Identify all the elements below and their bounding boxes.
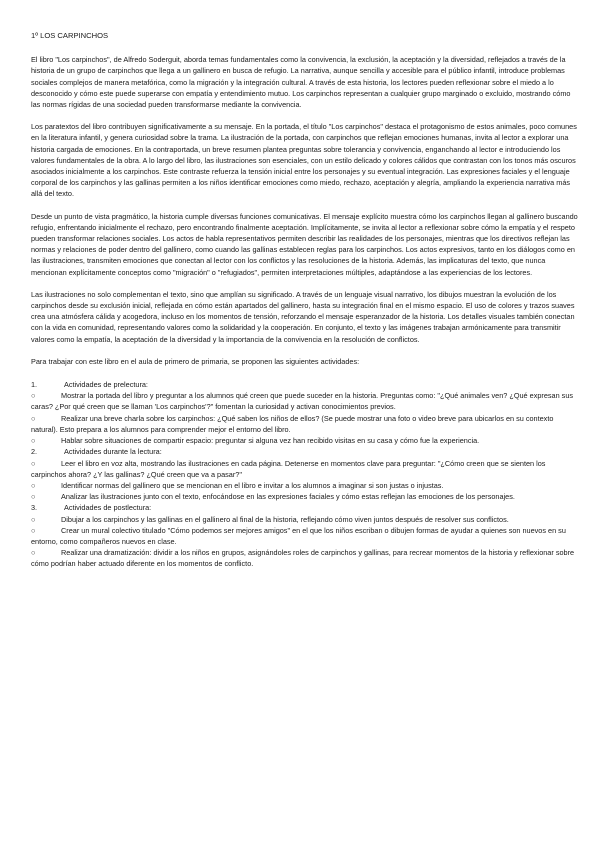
document-page: [31, 30, 581, 570]
section-number: 1.: [31, 380, 38, 390]
list-item-text: Hablar sobre situaciones de compartir espacio: preguntar si alguna vez han recibido visitas en su casa y cómo fue la experiencia.: [61, 436, 480, 446]
bullet-circle-icon: ○: [31, 525, 36, 535]
list-item-text: Realizar una breve charla sobre los carpinchos: ¿Qué saben los niños de ellos? (Se puede mostrar una foto o video breve para ubicarlos en su contexto natural). Esto prepara a los alumnos para comprender mejor el entorno del libro.: [31, 413, 554, 434]
list-item-text: Leer el libro en voz alta, mostrando las ilustraciones en cada página. Detenerse en momentos clave para preguntar: "¿Cómo creen que se sienten los carpinchos ahora? ¿Y las gallinas? ¿Qué creen que va a pasar?": [31, 458, 546, 479]
list-item-text: Identificar normas del gallinero que se mencionan en el libro e invitar a los alumnos a imaginar si son justas o injustas.: [61, 480, 444, 490]
bullet-circle-icon: ○: [31, 548, 36, 558]
list-item-text: Mostrar la portada del libro y preguntar a los alumnos qué creen que puede suceder en la historia. Preguntas como: "¿Qué animales ven? ¿Qué expresan sus caras? ¿Por qué creen que se llaman 'Los carpinchos'?" fomentan la curiosidad y activan conocimientos previos.: [31, 391, 574, 412]
section-heading: [31, 502, 581, 513]
list-item-text: Dibujar a los carpinchos y las gallinas en el gallinero al final de la historia, reflejando cómo viven juntos después de resolver sus conflictos.: [61, 514, 509, 524]
activities-intro: Para trabajar con este libro en el aula de primero de primaria, se proponen las siguientes actividades:: [31, 356, 360, 366]
bullet-circle-icon: ○: [31, 492, 36, 502]
paragraph-themes: El libro "Los carpinchos", de Alfredo Soderguit, aborda temas fundamentales como la convivencia, la exclusión, la aceptación y la diversidad, reflejados a través de la historia de un grupo de carpinchos que llega a un gallinero en busca de refugio. La narrativa, aunque sencilla y accesible para el público infantil, introduce problemas sociales complejos de manera metafórica, como la migración y la integración cultural. A través de esta historia, los lectores pueden reflexionar sobre el miedo a lo desconocido y cómo este puede superarse con empatía y entendimiento mutuo. Los carpinchos representan a cualquier grupo marginado o excluido, mostrando cómo las normas rígidas de una sociedad pueden transformarse mediante la convivencia.: [31, 55, 571, 110]
bullet-circle-icon: ○: [31, 436, 36, 446]
list-item: [31, 435, 581, 446]
paragraph-paratexts: Los paratextos del libro contribuyen significativamente a su mensaje. En la portada, el título "Los carpinchos" destaca el protagonismo de estos animales, poco comunes en la literatura infantil, y genera curiosidad sobre la trama. La ilustración de la portada, con carpinchos que reflejan emociones humanas, invita al lector a explorar una historia cargada de emociones. En la contraportada, un breve resumen plantea preguntas sobre tolerancia y convivencia, enganchando al lector e introduciendo los valores fundamentales de la obra. A lo largo del libro, las ilustraciones son esenciales, con un estilo delicado y colores cálidos que contrastan con los tonos más oscuros asociados inicialmente a los carpinchos. Este contraste refuerza la tensión inicial entre los personajes y su eventual integración. Las expresiones faciales y el lenguaje corporal de los carpinchos y las gallinas permiten a los niños identificar emociones como miedo, rechazo, aceptación y alegría, ampliando la experiencia narrativa más allá del texto.: [31, 122, 577, 199]
paragraph-illustrations: Las ilustraciones no solo complementan el texto, sino que amplían su significado. A través de un lenguaje visual narrativo, los dibujos muestran la evolución de los carpinchos desde su exclusión inicial, reflejada en cómo están apartados del gallinero, hasta su integración final en el mismo espacio. El uso de colores y trazos suaves crea una atmósfera cálida y acogedora, incluso en los momentos de tensión, reforzando el mensaje esperanzador de la historia. Los detalles visuales también conectan con la vida en comunidad, representando valores como la solidaridad y la cooperación. En conjunto, el texto y las imágenes trabajan armónicamente para transmitir valores como la empatía, la aceptación de la diversidad y la importancia de la convivencia en la resolución de conflictos.: [31, 289, 575, 344]
list-item-text: Realizar una dramatización: dividir a los niños en grupos, asignándoles roles de carpinchos y gallinas, para recrear momentos de la historia y reflexionar sobre cómo podrían haber actuado diferente en los momentos de conflicto.: [31, 548, 575, 569]
list-item: [31, 413, 581, 435]
list-item: [31, 458, 581, 480]
section-heading: [31, 446, 581, 457]
bullet-circle-icon: ○: [31, 458, 36, 468]
list-item: [31, 480, 581, 491]
paragraph-pragmatics: Desde un punto de vista pragmático, la historia cumple diversas funciones comunicativas. El mensaje explícito muestra cómo los carpinchos llegan al gallinero buscando refugio, enfrentando inicialmente el rechazo, pero encontrando finalmente aceptación. Implícitamente, se invita al lector a reflexionar sobre cómo la empatía y el respeto pueden transformar relaciones sociales. Los actos de habla representativos permiten describir las realidades de los personajes, mientras que los directivos reflejan las normas y relaciones de poder dentro del gallinero, como cuando las gallinas establecen reglas para los carpinchos. Los actos expresivos, tanto en los diálogos como en las ilustraciones, transmiten emociones que conectan al lector con los conflictos y las resoluciones de la historia. Además, las implicaturas del texto, que nunca mencionan explícitamente conceptos como "migración" o "refugiados", permiten interpretaciones múltiples, adaptándose a las experiencias de los lectores.: [31, 211, 578, 277]
bullet-circle-icon: ○: [31, 514, 36, 524]
list-item: [31, 525, 581, 547]
section-title: Actividades durante la lectura:: [64, 447, 162, 457]
list-item: [31, 491, 581, 502]
section-title: Actividades de prelectura:: [64, 380, 148, 390]
document-title: 1º LOS CARPINCHOS: [31, 31, 109, 40]
bullet-circle-icon: ○: [31, 480, 36, 490]
list-item: [31, 514, 581, 525]
section-heading: [31, 379, 581, 390]
bullet-circle-icon: ○: [31, 391, 36, 401]
section-number: 3.: [31, 503, 38, 513]
bullet-circle-icon: ○: [31, 413, 36, 423]
section-title: Actividades de postlectura:: [64, 503, 152, 513]
section-number: 2.: [31, 447, 38, 457]
list-item-text: Crear un mural colectivo titulado "Cómo podemos ser mejores amigos" en el que los niños escriban o dibujen formas de ayudar a quienes son nuevos en su entorno, como compañeros nuevos en clase.: [31, 525, 566, 546]
list-item: [31, 390, 581, 412]
list-item: [31, 547, 581, 569]
activities-list: [31, 379, 581, 569]
list-item-text: Analizar las ilustraciones junto con el texto, enfocándose en las expresiones faciales y cómo estas reflejan las emociones de los personajes.: [61, 492, 515, 502]
